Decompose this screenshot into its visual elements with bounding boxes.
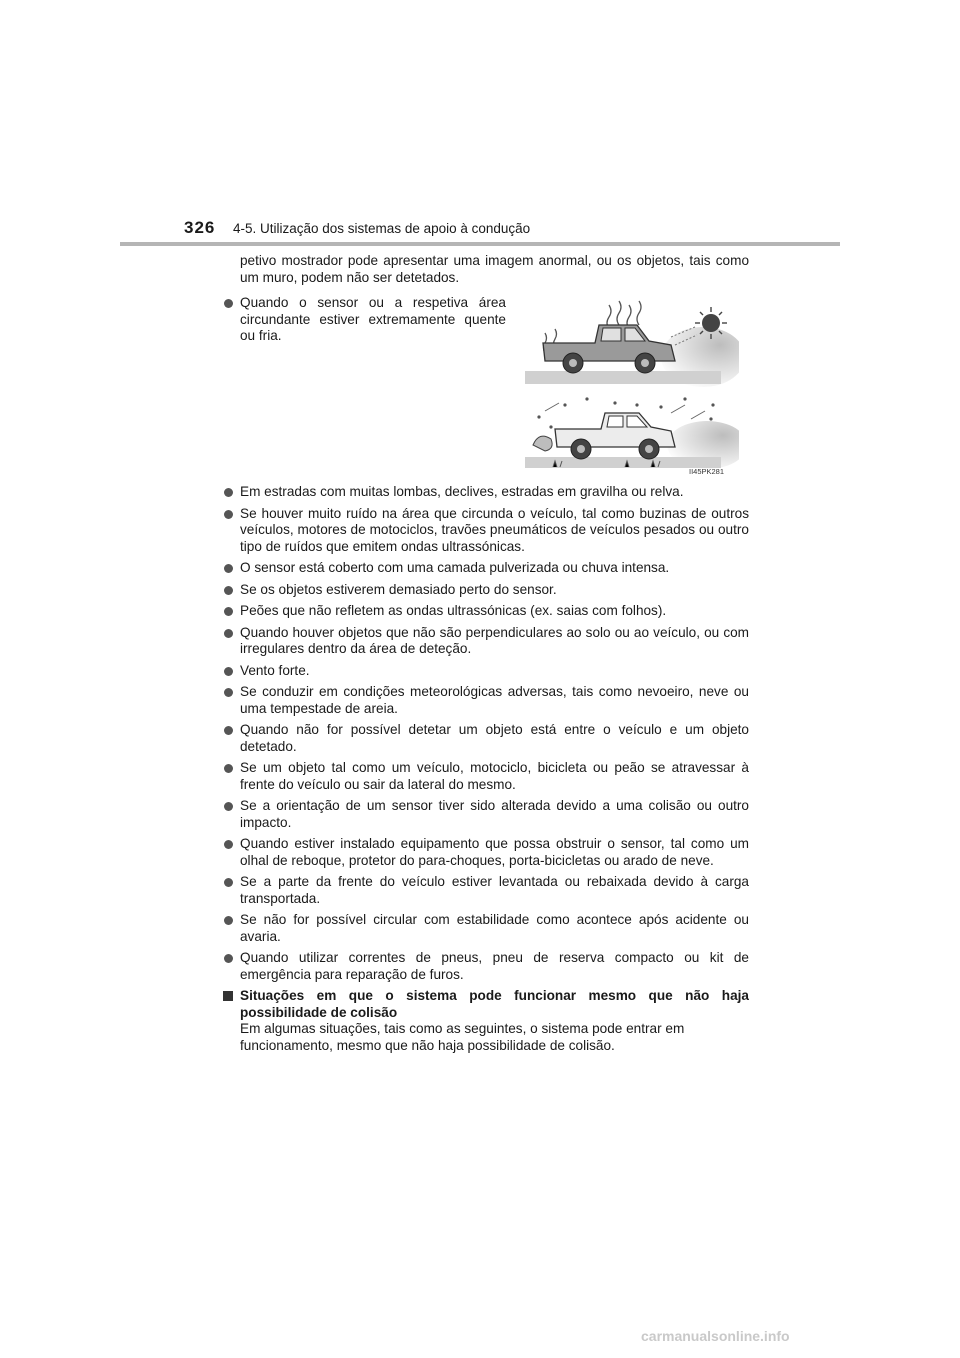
list-item [222,836,749,869]
list-item-text: Se os objetos estiverem demasiado perto do sensor. [240,581,557,597]
list-item-text: Se conduzir em condições meteorológicas adversas, tais como nevoeiro, neve ou uma tempestade de areia. [240,684,749,716]
figure-code: II45PK281 [689,467,725,476]
list-item-text: Vento forte. [240,662,310,678]
bullet-icon [224,878,233,887]
subsection-heading [222,988,749,1021]
list-item-text: Quando não for possível detetar um objeto está entre o veículo e um objeto detetado. [240,722,749,754]
bullet-icon [224,586,233,595]
list-item [222,874,749,907]
bullet-icon [224,916,233,925]
list-item-text: Se a parte da frente do veículo estiver levantada ou rebaixada devido à carga transportada. [240,874,749,906]
bullet-icon [224,688,233,697]
subsection-text: Em algumas situações, tais como as seguintes, o sistema pode entrar em funcionamento, mesmo que não haja possibilidade de colisão. [240,1021,685,1053]
list-item-text: Quando o sensor ou a respetiva área circundante estiver extremamente quente ou fria. [240,295,506,343]
bullet-icon [224,510,233,519]
bullet-icon [224,954,233,963]
header-rule [120,242,840,246]
bullet-icon [224,726,233,735]
bullet-icon [224,564,233,573]
bullet-icon [224,840,233,849]
bullet-icon [224,764,233,773]
list-item [222,295,506,477]
list-item [222,603,749,620]
watermark: carmanualsonline.info [641,1328,790,1344]
intro-paragraph: petivo mostrador pode apresentar uma imagem anormal, ou os objetos, tais como um muro, podem não ser detetados. [240,253,749,285]
vehicle-sensor-illustration [525,295,739,477]
list-item-text: Se houver muito ruído na área que circunda o veículo, tal como buzinas de outros veículos, motores de motociclos, travões pneumáticos de veículos pesados ou outro tipo de ruídos que emitem ondas ultrassónicas. [240,505,749,554]
page-number: 326 [184,218,216,237]
bullet-icon [224,802,233,811]
bullet-icon [224,299,233,308]
list-item-text: Se um objeto tal como um veículo, motociclo, bicicleta ou peão se atravessar à frente do veículo ou sair da lateral do mesmo. [240,760,749,792]
list-item-text: Quando utilizar correntes de pneus, pneu de reserva compacto ou kit de emergência para reparação de furos. [240,950,749,982]
list-item [222,684,749,717]
section-title: 4-5. Utilização dos sistemas de apoio à condução [233,221,531,236]
figure-row [222,295,749,477]
list-item [222,560,749,577]
list-item-text: Peões que não refletem as ondas ultrassónicas (ex. saias com folhos). [240,603,667,618]
bullet-icon [224,667,233,676]
list-item-text: Quando houver objetos que não são perpendiculares ao solo ou ao veículo, ou com irregulares dentro da área de deteção. [240,624,749,656]
list-item-text: Em estradas com muitas lombas, declives, estradas em gravilha ou relva. [240,484,684,499]
bullet-icon [224,607,233,616]
bullet-icon [224,488,233,497]
list-item-text: Quando estiver instalado equipamento que possa obstruir o sensor, tal como um olhal de reboque, protetor do para-choques, porta-bicicletas ou arado de neve. [240,836,749,868]
bullet-icon [224,629,233,638]
list-item [222,912,749,945]
list-item [222,798,749,831]
main-content [222,253,749,1054]
truck-illustration-icon [525,295,739,477]
list-item [222,484,749,501]
list-item [222,625,749,658]
list-item-text: Se a orientação de um sensor tiver sido alterada devido a uma colisão ou outro impacto. [240,798,749,830]
list-item [222,663,749,680]
subsection-title: Situações em que o sistema pode funcionar mesmo que não haja possibilidade de colisão [240,988,749,1020]
list-item-text: O sensor está coberto com uma camada pulverizada ou chuva intensa. [240,560,670,575]
list-item [222,950,749,983]
list-item [222,760,749,793]
square-bullet-icon [223,991,233,1001]
bullet-list [222,484,749,983]
list-item [222,722,749,755]
list-item-text: Se não for possível circular com estabilidade como acontece após acidente ou avaria. [240,912,749,944]
list-item [222,506,749,556]
list-item [222,582,749,599]
